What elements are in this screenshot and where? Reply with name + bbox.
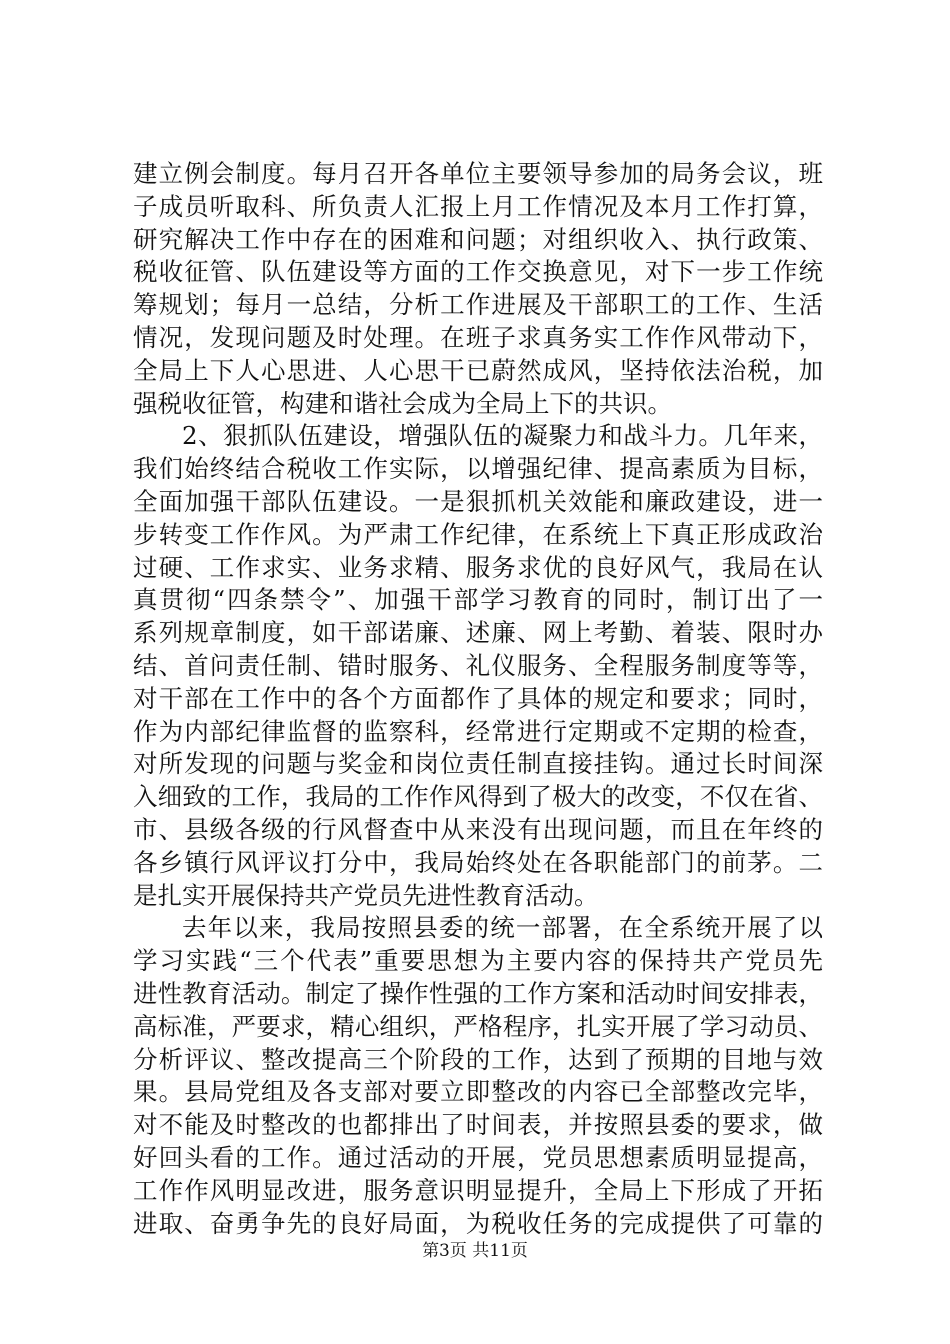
text-line: 子成员听取科、所负责人汇报上月工作情况及本月工作打算， <box>133 191 823 221</box>
text-line: 好回头看的工作。通过活动的开展，党员思想素质明显提高， <box>133 1142 823 1172</box>
page-footer: 第3页 共11页 <box>422 1241 528 1261</box>
text-line: 强税收征管，构建和谐社会成为全局上下的共识。 <box>133 388 672 418</box>
text-line: 对干部在工作中的各个方面都作了具体的规定和要求；同时， <box>133 683 823 713</box>
text-line: 税收征管、队伍建设等方面的工作交换意见，对下一步工作统 <box>133 257 823 287</box>
text-line: 过硬、工作求实、业务求精、服务求优的良好风气，我局在认 <box>133 552 823 582</box>
text-line: 去年以来，我局按照县委的统一部署，在全系统开展了以 <box>182 913 823 943</box>
text-line: 作为内部纪律监督的监察科，经常进行定期或不定期的检查， <box>133 716 823 746</box>
body-text <box>133 158 823 1240</box>
text-line: 情况，发现问题及时处理。在班子求真务实工作作风带动下， <box>133 322 823 352</box>
text-line: 市、县级各级的行风督查中从来没有出现问题，而且在年终的 <box>133 814 823 844</box>
text-line: 分析评议、整改提高三个阶段的工作，达到了预期的目地与效 <box>133 1044 823 1074</box>
text-line: 全局上下人心思进、人心思干已蔚然成风，坚持依法治税，加 <box>133 355 823 385</box>
text-line: 结、首问责任制、错时服务、礼仪服务、全程服务制度等等， <box>133 650 823 680</box>
text-line: 步转变工作作风。为严肃工作纪律，在系统上下真正形成政治 <box>133 519 823 549</box>
text-line: 进性教育活动。制定了操作性强的工作方案和活动时间安排表， <box>133 978 823 1008</box>
text-line: 对不能及时整改的也都排出了时间表，并按照县委的要求，做 <box>133 1110 823 1140</box>
text-line: 真贯彻“四条禁令”、加强干部学习教育的同时，制订出了一 <box>133 585 823 615</box>
text-line: 我们始终结合税收工作实际，以增强纪律、提高素质为目标， <box>133 454 823 484</box>
text-line: 工作作风明显改进，服务意识明显提升，全局上下形成了开拓 <box>133 1175 823 1205</box>
text-line: 是扎实开展保持共产党员先进性教育活动。 <box>133 880 599 910</box>
text-line: 建立例会制度。每月召开各单位主要领导参加的局务会议，班 <box>133 159 823 188</box>
text-line: 全面加强干部队伍建设。一是狠抓机关效能和廉政建设，进一 <box>133 486 823 516</box>
text-line: 果。县局党组及各支部对要立即整改的内容已全部整改完毕， <box>133 1077 823 1107</box>
text-line: 系列规章制度，如干部诺廉、述廉、网上考勤、着装、限时办 <box>133 618 823 648</box>
text-line: 2、狠抓队伍建设，增强队伍的凝聚力和战斗力。几年来， <box>182 421 823 451</box>
text-line: 研究解决工作中存在的困难和问题；对组织收入、执行政策、 <box>133 224 823 254</box>
text-line: 对所发现的问题与奖金和岗位责任制直接挂钩。通过长时间深 <box>133 749 823 779</box>
text-line: 学习实践“三个代表”重要思想为主要内容的保持共产党员先 <box>133 946 823 976</box>
text-line: 进取、奋勇争先的良好局面，为税收任务的完成提供了可靠的 <box>133 1208 823 1238</box>
text-line: 筹规划；每月一总结，分析工作进展及干部职工的工作、生活 <box>133 290 823 320</box>
text-line: 各乡镇行风评议打分中，我局始终处在各职能部门的前茅。二 <box>133 847 823 877</box>
text-line: 高标准，严要求，精心组织，严格程序，扎实开展了学习动员、 <box>133 1011 823 1041</box>
text-line: 入细致的工作，我局的工作作风得到了极大的改变，不仅在省、 <box>133 782 823 812</box>
